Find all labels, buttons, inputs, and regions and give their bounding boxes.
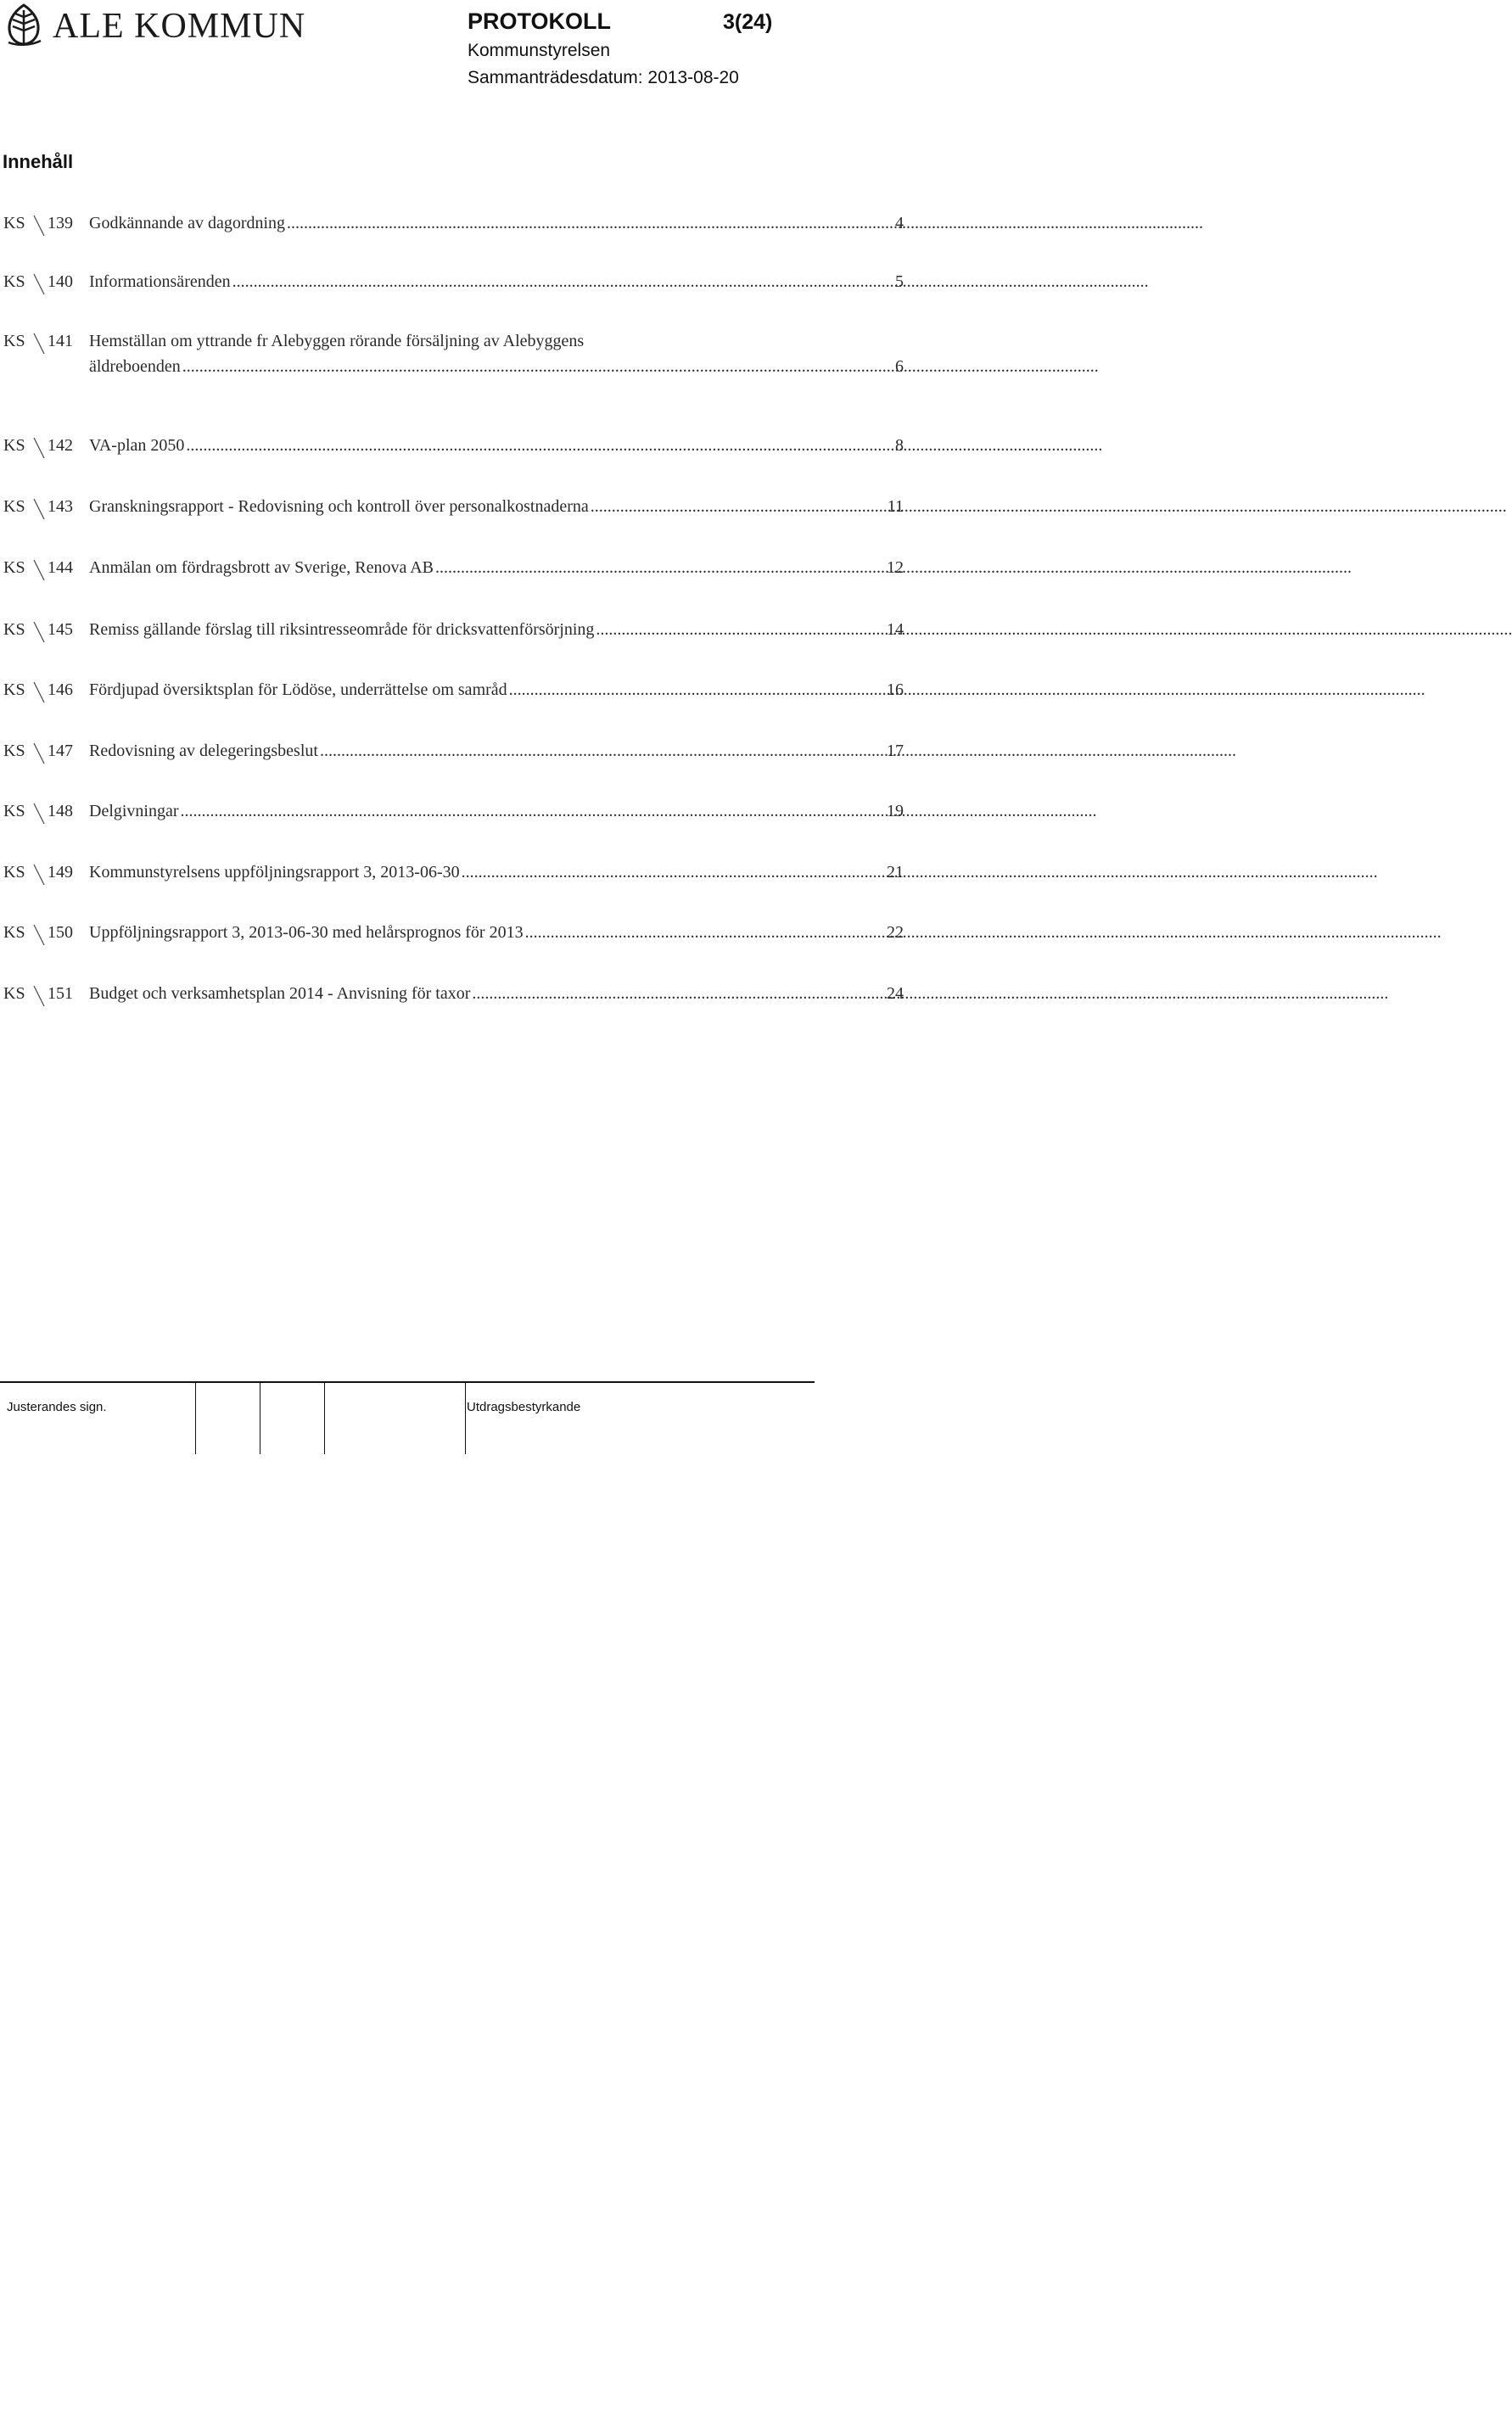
section-sign-icon xyxy=(32,803,46,832)
entry-prefix: KS xyxy=(3,436,25,455)
section-sign-icon xyxy=(32,621,46,651)
entry-prefix: KS xyxy=(3,497,25,516)
signature-box xyxy=(195,1383,260,1454)
section-sign-icon xyxy=(32,437,46,467)
signature-box xyxy=(260,1383,325,1454)
utdrag-cell xyxy=(465,1383,813,1454)
meeting-date: Sammanträdesdatum: 2013-08-20 xyxy=(468,68,739,87)
ale-kommun-logo xyxy=(3,3,305,48)
entry-page: 6 xyxy=(895,357,904,376)
entry-row xyxy=(89,617,904,642)
entry-number: 144 xyxy=(48,558,73,577)
entry-prefix: KS xyxy=(3,272,25,291)
entry-page: 12 xyxy=(887,558,904,577)
entry-page: 21 xyxy=(887,863,904,882)
entry-row xyxy=(89,981,904,1006)
entry-page: 22 xyxy=(887,923,904,942)
organ-name: Kommunstyrelsen xyxy=(468,41,611,60)
section-sign-icon xyxy=(32,864,46,893)
protocol-page xyxy=(0,0,904,1454)
entry-title: Delgivningar xyxy=(89,802,179,820)
entry-page: 5 xyxy=(895,272,904,291)
entry-page: 14 xyxy=(887,620,904,639)
entry-number: 149 xyxy=(48,863,73,882)
justerandes-cell xyxy=(0,1383,196,1454)
section-sign-icon xyxy=(32,985,46,1015)
utdragsbestyrkande-label: Utdragsbestyrkande xyxy=(467,1400,581,1414)
entry-number: 142 xyxy=(48,436,73,455)
entry-prefix: KS xyxy=(3,680,25,699)
entry-page: 16 xyxy=(887,680,904,699)
entry-prefix: KS xyxy=(3,558,25,577)
entry-number: 150 xyxy=(48,923,73,942)
entry-title: Remiss gällande förslag till riksintresseområde för dricksvattenförsörjning xyxy=(89,620,595,639)
entry-prefix: KS xyxy=(3,984,25,1003)
entry-title: Redovisning av delegeringsbeslut xyxy=(89,742,318,760)
entry-number: 143 xyxy=(48,497,73,516)
section-sign-icon xyxy=(32,681,46,711)
entry-page: 17 xyxy=(887,742,904,760)
section-sign-icon xyxy=(32,498,46,528)
entry-number: 151 xyxy=(48,984,73,1003)
section-sign-icon xyxy=(32,215,46,244)
entry-page: 11 xyxy=(887,497,904,516)
section-sign-icon xyxy=(32,273,46,303)
entry-prefix: KS xyxy=(3,923,25,942)
section-sign-icon xyxy=(32,924,46,954)
entry-title: Kommunstyrelsens uppföljningsrapport 3, 2013-06-30 xyxy=(89,863,460,882)
entry-number: 139 xyxy=(48,214,73,232)
section-sign-icon xyxy=(32,559,46,589)
entry-title: VA-plan 2050 xyxy=(89,436,185,455)
entry-prefix: KS xyxy=(3,620,25,639)
document-type: PROTOKOLL xyxy=(468,8,612,34)
entry-prefix: KS xyxy=(3,742,25,760)
entry-number: 140 xyxy=(48,272,73,291)
entry-number: 148 xyxy=(48,802,73,820)
section-sign-icon xyxy=(32,333,46,362)
entry-title: Anmälan om fördragsbrott av Sverige, Renova AB xyxy=(89,558,434,577)
entry-row xyxy=(89,859,904,885)
entry-row xyxy=(89,920,904,945)
entry-number: 141 xyxy=(48,332,73,350)
entry-row xyxy=(89,210,904,236)
justerandes-label: Justerandes sign. xyxy=(7,1400,107,1414)
entry-prefix: KS xyxy=(3,332,25,350)
entry-row xyxy=(89,269,904,294)
entry-title: Uppföljningsrapport 3, 2013-06-30 med helårsprognos för 2013 xyxy=(89,923,524,942)
entry-row xyxy=(89,738,904,764)
leaf-emblem-icon xyxy=(3,3,44,48)
entry-title: Granskningsrapport - Redovisning och kontroll över personalkostnaderna xyxy=(89,497,589,516)
entry-page: 24 xyxy=(887,984,904,1003)
entry-title: Informationsärenden xyxy=(89,272,231,291)
toc-heading: Innehåll xyxy=(3,151,74,172)
entry-title: Budget och verksamhetsplan 2014 - Anvisning för taxor xyxy=(89,984,471,1003)
entry-prefix: KS xyxy=(3,214,25,232)
entry-page: 4 xyxy=(895,214,904,232)
entry-title: Hemställan om yttrande fr Alebyggen rörande försäljning av Alebyggens xyxy=(89,332,585,350)
entry-number: 146 xyxy=(48,680,73,699)
entry-row xyxy=(89,677,904,703)
entry-row xyxy=(89,494,904,519)
entry-title: Godkännande av dagordning xyxy=(89,214,286,232)
entry-row xyxy=(89,354,904,379)
section-sign-icon xyxy=(32,742,46,772)
entry-number: 147 xyxy=(48,742,73,760)
signature-footer xyxy=(0,1381,815,1454)
entry-number: 145 xyxy=(48,620,73,639)
signature-box xyxy=(324,1383,466,1454)
entry-page: 8 xyxy=(895,436,904,455)
entry-row xyxy=(89,798,904,824)
entry-title-continued: äldreboenden xyxy=(89,357,181,376)
entry-page: 19 xyxy=(887,802,904,820)
entry-row xyxy=(89,433,904,458)
page-number: 3(24) xyxy=(723,10,773,34)
logo-wordmark: ALE KOMMUN xyxy=(53,7,306,46)
entry-row xyxy=(89,555,904,580)
entry-title: Fördjupad översiktsplan för Lödöse, underrättelse om samråd xyxy=(89,680,507,699)
entry-prefix: KS xyxy=(3,802,25,820)
entry-prefix: KS xyxy=(3,863,25,882)
